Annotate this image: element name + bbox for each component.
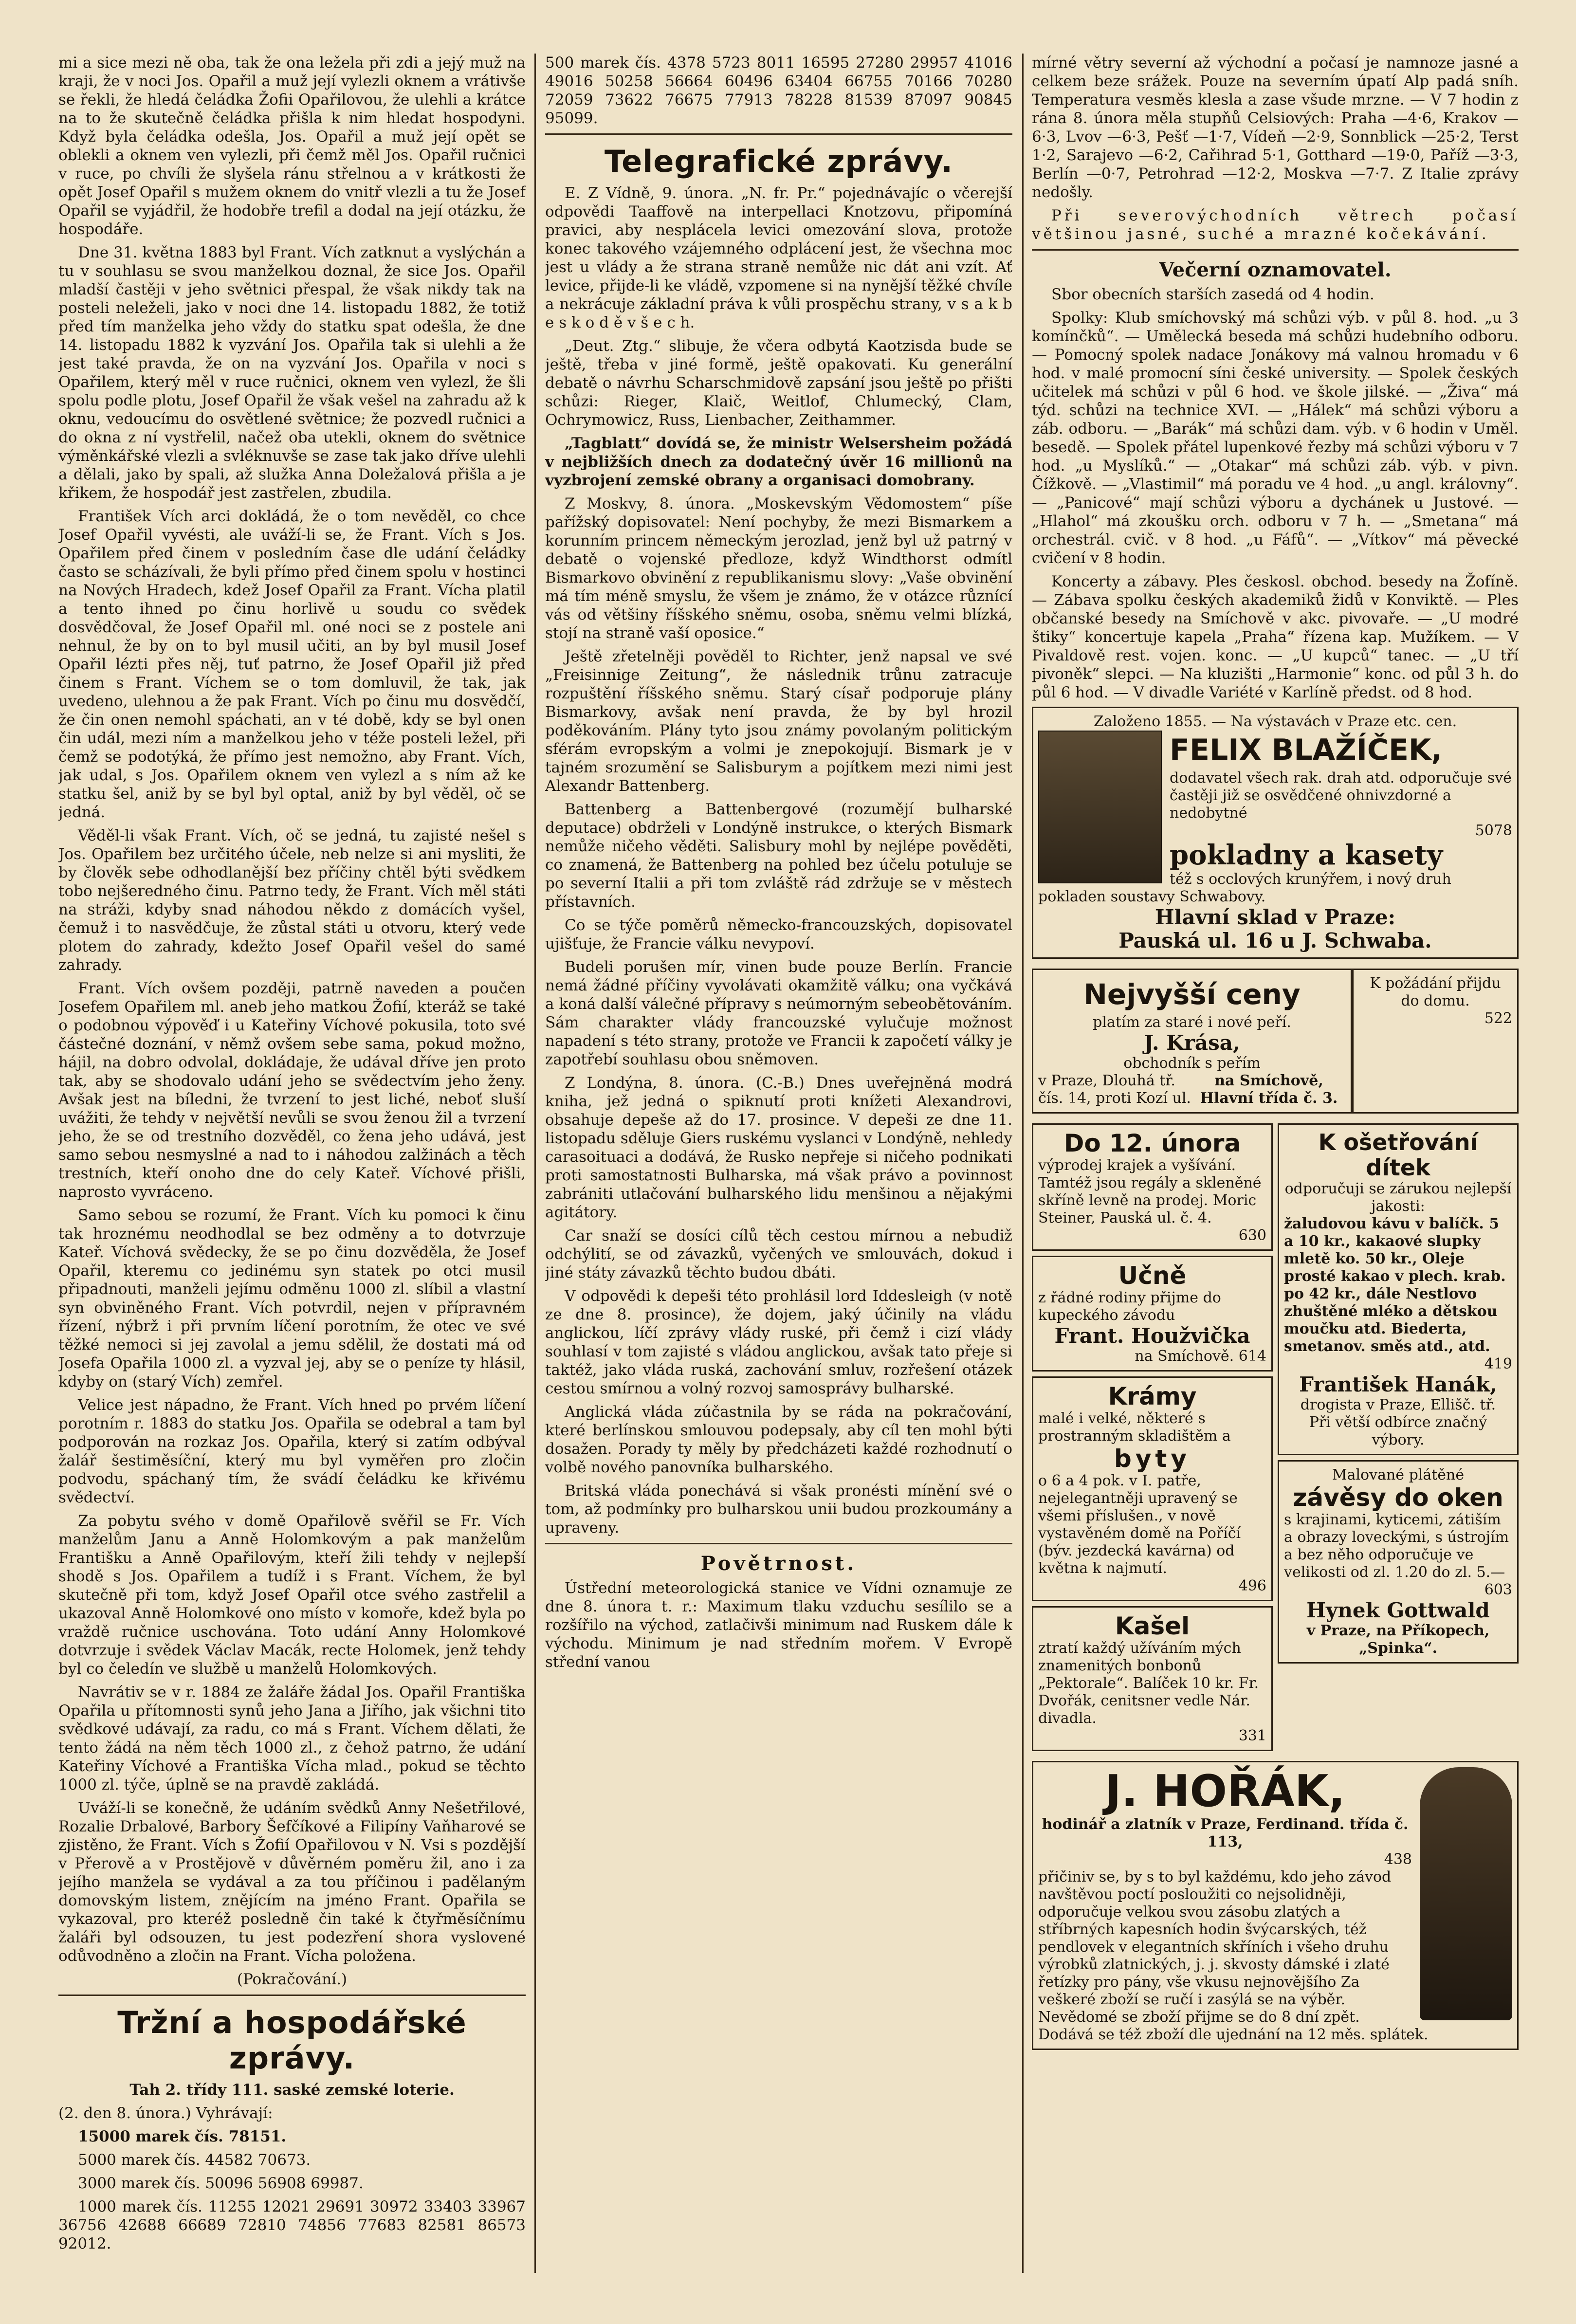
article-paragraph: Co se týče poměrů německo-francouzských, dopisovatel ujišťuje, že Francie válku nevypoví. xyxy=(545,916,1012,952)
ad-title: K ošetřování dítek xyxy=(1318,1129,1478,1181)
ad-ucne xyxy=(1032,1256,1273,1372)
article-paragraph: František Vích arci dokládá, že o tom nevěděl, co chce Josef Opařil vyvésti, ale uváží-li se, že Frant. Vích s Jos. Opařilem před činem v posledním čase dle udání čeládky často se scházívali, že byli přímo před činem spolu v hostinci na Nových Hradech, kdež Josef Opařil za Frant. Vícha platil a tento ihned po činu horlivě u soudu co svědek dosvědčoval, že Josef Opařil ml. oné noci se z postele ani nehnul, že by on to byl musil učiti, an by byl musil Josef Opařil lézti přes něj, tuť patrno, že Josef Opařil již před činem s Frant. Víchem se o tom domluvil, že tak, jak uvedeno, ulehnou a že pak Frant. Vích po činu mu dosvědčí, že čin onen nemohl spáchati, an v té době, kdy se byl onen čin udál, mezi ním a manželkou jeho v téže posteli ležel, při čemž se podotýká, že přímo jest nemožno, aby Frant. Vích, jak udal, s Jos. Opařilem oknem ven vylezl a s ním až ke statku šel, aniž by se byl byl optal, aniž by byl věděl, oč se jedná. xyxy=(58,508,526,821)
ad-footer xyxy=(1038,1348,1266,1365)
safe-image xyxy=(1038,731,1162,883)
ad-line: hodinář a zlatník v Praze, Ferdinand. třída č. 113, xyxy=(1042,1816,1409,1850)
ad-address: v Praze, na Příkopech, „Spinka“. xyxy=(1306,1622,1490,1657)
article-paragraph: „Deut. Ztg.“ slibuje, že včera odbytá Kaotzisda bude se ještě, třeba v jiné formě, ještě opakovati. Ku generální debatě o návrhu Scharschmidově zapsání jsou ještě po přišti schůzi: Rieger, Klaič, Weitlof, Chlumecký, Clam, Ochrymowicz, Russ, Lienbacher, Zeithammer. xyxy=(545,337,1012,429)
column-2 xyxy=(545,54,1012,2273)
lottery-line: (2. den 8. února.) Vyhrávají: xyxy=(58,2104,273,2122)
ad-text: ztratí každý užíváním mých znamenitých bonbonů „Pektorale“. Balíček 10 kr. Fr. Dvořák, cenitsner vedle Nár. divadla. xyxy=(1038,1640,1259,1727)
ad-address-left: v Praze, Dlouhá tř. čís. 14, proti Kozí ul. xyxy=(1038,1072,1191,1107)
ad-big: závěsy do oken xyxy=(1293,1483,1503,1512)
article-paragraph: Budeli porušen mír, vinen bude pouze Berlín. Francie nemá žádné příčiny vyvolávati okamžitě válku; ona vyčkává a koná další válečné přípravy s neúmorným sebeobětováním. Sám charakter vlády francouzské vylučuje možnost napadení s této strany, protože ve Francii k započetí války je zapotřebí souhlasu obou sněmoven. xyxy=(545,958,1012,1068)
ad-text: z řádné rodiny přijme do kupeckého závodu xyxy=(1038,1289,1221,1324)
ad-number: 603 xyxy=(1484,1581,1512,1598)
ad-felix-blazicek xyxy=(1032,707,1519,959)
article-paragraph: Samo sebou se rozumí, že Frant. Vích ku pomoci k činu tak hroznému neodhodlal se bez odměny a to dotvrzuje Kateř. Víchová svědecky, že se po činu dozvěděla, že Josef Opařil, kteremu co jedinému syn statek po otci musil připadnouti, manželi jejímu odměnu 1000 zl. slíbil a vlastní syn obviněného Frant. Vích potvrdil, nejen v přípravném řízení, nýbrž i při prvním líčení porotním, že otec ve své těžké nemoci si jej zavolal a jemu sdělil, že dostati má od Josefa Opařila 1000 zl. a vyzval jej, aby se o peníze ty hlásil, kdyby on (starý Vích) zemřel. xyxy=(58,1207,526,1391)
ad-krasa xyxy=(1032,969,1352,1114)
ad-title: Učně xyxy=(1118,1262,1187,1290)
article-paragraph: Věděl-li však Frant. Vích, oč se jedná, tu zajisté nešel s Jos. Opařilem bez určitého účele, neb nelze si ani mysliti, že by člověk sebe odhodlanější bez příčiny chtěl býti svědkem tobo nejšeredného činu. Patrno tedy, že Frant. Vích měl státi na stráži, kdyby snad náhodou někdo z domácích vyšel, čemuž i to nasvědčuje, že zůstal státi u otvoru, který vede plotem do zahrady, kdežto Josef Opařil vešel do samé zahrady. xyxy=(58,827,526,974)
weather-report: mírné větry severní až východní a počasí je namnoze jasné a celkem beze srážek. Pouze na severním úpatí Alp padá sníh. Temperatura vesměs klesla a zase všude mrzne. — V 7 hodin z rána 8. února měla stupňů Celsiových: Praha —4·6, Krakov —6·3, Lvov —6·3, Pešť —1·7, Vídeň —2·9, Sonnblick —25·2, Terst 1·2, Sarajevo —6·2, Cařihrad 5·1, Gotthard —19·0, Paříž —3·3, Berlín —0·7, Petrohrad —12·2, Moskva —7·7. Z Italie zprávy nedošly. xyxy=(1032,54,1519,201)
ad-name: Hynek Gottwald xyxy=(1306,1598,1490,1622)
divider xyxy=(545,1543,1012,1544)
ad-kramy xyxy=(1032,1376,1273,1601)
divider xyxy=(545,133,1012,135)
ad-address: na Smíchově. xyxy=(1135,1348,1234,1365)
column-rule xyxy=(534,54,536,2273)
column-3 xyxy=(1032,54,1519,2273)
article-paragraph: „Tagblatt“ dovídá se, že ministr Welsersheim požádá v nejbližších dnech za dodatečný úvěr 16 millionů na vyzbrojení zemské obrany a organisaci domobrany. xyxy=(545,435,1012,489)
article-paragraph: V odpovědi k depeši této prohlásil lord Iddesleigh (v notě ze dne 8. prosince), že dojem, jaký účinily na vládu anglickou, líčí zprávy vlády ruské, při čemž i cizí vlády souhlasí v tom zajisté s vládou anglickou, avšak tato přeje si taktéž, jako vláda ruská, zachování smluv, rozřešení otázek cestou smírnou a volný rozvoj samosprávy bulharské. xyxy=(545,1287,1012,1397)
column-1 xyxy=(58,54,526,2273)
ad-number: 419 xyxy=(1484,1355,1512,1372)
ad-number: 614 xyxy=(1238,1348,1266,1365)
ad-text: přičiniv se, by s to byl každému, kdo jeho závod navštěvou poctí posloužiti co nejsolidněji, odporučuje velkou svou zásobu zlatých a stříbrných kapesních hodin švýcarských, též pendlovek v elegantních skříních i všeho druhu výrobků zlatnických, j. j. skvosty dámské i zlaté řetízky pro pány, vše vkusu nejnovějšího Za veškeré zboží se ručí i zasýlá se na výběr. Nevědomé se zboží přijme se do 8 dní zpět. Dodává se též zboží dle ujednání na 12 měs. splátek. xyxy=(1038,1868,1429,2043)
article-paragraph: Za pobytu svého v domě Opařilově svěřil se Fr. Vích manželům Janu a Anně Holomkovým a pak manželům Františku a Anně Opařilovým, kteří žili tehdy v nejlepší shodě s Jos. Opařilem a tudíž i s Frant. Víchem, že byl skutečně při tom, když Josef Opařil otce svého zastřelil a ukazoval Anně Holomkové ono místo v komoře, kdež byla po vraždě ručnice uschována. Toto udání Anny Holomkové dotvrzuje i svědek Václav Macák, recte Holomek, jenž tehdy byl co čeledín ve službě u manželů Holomkových. xyxy=(58,1512,526,1678)
ad-number: 630 xyxy=(1238,1227,1266,1244)
ad-name: František Hanák, xyxy=(1299,1372,1497,1396)
lottery-line: 15000 marek čís. 78151. xyxy=(78,2128,287,2145)
article-paragraph: Frant. Vích ovšem později, patrně naveden a poučen Josefem Opařilem ml. aneb jeho matkou Žofií, kteráž se také o podobnou výpověď i u Kateřiny Víchové pokusila, toto své částečné doznání, v němž ovšem sebe sama, pokud možno, hájil, na dobro odvolal, dokládaje, že udával dříve jen proto tak, aby se shodovalo udání jeho se svědectvím jeho ženy. Avšak jest na bíledni, že tvrzení to jest liché, neboť sluší uvážiti, že tehdy v největší nevůli se svou ženou žil a tvrzení jeho, že se od trestního dozvěděl, co žena jeho udává, jest samo sebou nesmyslné a nad to i náhodou zalžinách a těch trestních, kteří onoho dne do cely Kateř. Víchové přišli, naprosto vyvráceno. xyxy=(58,980,526,1201)
ad-role: obchodník s peřím xyxy=(1123,1055,1261,1072)
ad-gottwald xyxy=(1278,1460,1519,1664)
evening-item: Sbor obecních starších zasedá od 4 hodin. xyxy=(1051,286,1374,303)
ad-text: malé i velké, některé s prostranným skladištěm a xyxy=(1038,1410,1231,1445)
ad-krasa-side xyxy=(1352,969,1519,1114)
lottery-line: 3000 marek čís. 50096 56908 69987. xyxy=(78,2175,364,2192)
ad-number: 438 xyxy=(1384,1851,1412,1868)
ad-title: Do 12. února xyxy=(1063,1129,1241,1157)
ad-name: J. HOŘÁK, xyxy=(1105,1766,1345,1817)
ad-founded: Založeno 1855. — Na výstavách v Praze etc. cen. xyxy=(1093,713,1457,730)
ad-text: též s occlových krunýřem, i nový druh pokladen soustavy Schwabovy. xyxy=(1038,871,1451,905)
evening-item: Koncerty a zábavy. Ples českosl. obchod. besedy na Žofíně. — Zábava spolku českých akademiků židů v Konviktě. — Ples občanské besedy na Smíchově v akc. pivovaře. — „U modré štiky“ koncertuje kapela „Praha“ řízena kap. Mužíkem. — V Pivaldově rest. vojen. konc. — „U kupců“ tanec. — „U tří pivoněk“ slepci. — Na kluzišti „Harmonie“ konc. od půl 3 h. do půl 6 hod. — V divadle Variété v Karlíně předst. od 8 hod. xyxy=(1032,573,1519,701)
column-rule xyxy=(1022,54,1024,2273)
weather-report: Ústřední meteorologická stanice ve Vídni oznamuje ze dne 8. února t. r.: Maximum tlaku vzduchu sesílilo se a rozšířilo na východ, zatlačivši minimum nad Ruskem dále k východu. Minimum je nad středním mořem. V Evropě střední vanou xyxy=(545,1579,1012,1671)
ad-text: o 6 a 4 pok. v I. patře, nejelegantněji upravený se všemi příslušen., v nově vystavěném domě na Poříčí (býv. jezdecká kavárna) od května k najmutí. xyxy=(1038,1472,1241,1577)
article-paragraph: Uváží-li se konečně, že udáním svědků Anny Nešetřilové, Rozalie Drbalové, Barbory Šefčíkové a Filipíny Vaňharové se zjistěno, že Frant. Vích s Žofií Opařilovou v N. Vsi s pozdější v Přerově a v Prostějově v důvěrném poměru žil, ano i za jejího manžela se vydával a za tou příčinou i padělaným domovským listem, znějícím na jméno Frant. Opařila se vykazoval, pro kteréž posledně čin také k čtyřměsíčnímu žaláři byl odsouzen, tu jest podezření shora vyslovené odůvodněno a zločin na Frant. Vícha položena. xyxy=(58,1799,526,1965)
article-paragraph: mi a sice mezi ně oba, tak že ona ležela při zdi a jejý muž na kraji, že v noci Jos. Opařil a muž její vylezli oknem a vrátivše se řekli, že hledá čeládka Žofii Opařilovou, že ulehli a krátce na to že skutečně čeládka přišla k nim hledat hospodyni. Když byla čeládka odešla, Jos. Opařil a muž její opět se oblekli a oknem ven vylezli, při čemž měl Jos. Opařil ručnici v ruce, po chvíli že slyšela ránu střelnou a v krátkosti že opět Josef Opařil s mužem oknem do vnitř vlezli a tu že Josef Opařil se vyjádřil, že hodobře trefil a dodal na její otázku, že hospodáře. xyxy=(58,54,526,238)
ad-text: dodavatel všech rak. drah atd. odporučuje své častěji již se osvědčené ohnivzdorné a nedobytné xyxy=(1170,769,1512,822)
weather-forecast: Při severovýchodních větrech počasí většinou jasné, suché a mrazné kočekávání. xyxy=(1032,207,1519,243)
ad-name: FELIX BLAŽÍČEK, xyxy=(1170,733,1443,767)
lottery-line: 5000 marek čís. 44582 70673. xyxy=(78,2151,311,2169)
ad-text: s krajinami, kyticemi, zátiším a obrazy loveckými, s ústrojím a bez něho odporučuje ve velikosti od zl. 1.20 do zl. 5.— xyxy=(1284,1511,1509,1581)
ad-items: žaludovou kávu v balíčk. 5 a 10 kr., kakaové slupky mletě ko. 50 kr., Oleje prosté kakao v plech. krab. po 42 kr., dále Nestlovo zhuštěné mléko a dětskou moučku atd. Biederta, smetanov. směs atd., atd. xyxy=(1284,1215,1506,1355)
ad-name: Frant. Houžvička xyxy=(1054,1324,1250,1348)
ad-text: výprodej krajek a vyšívání. Tamtéž jsou regály a skleněné skříně levně na prodej. Moric Steiner, Pauská ul. č. 4. xyxy=(1038,1157,1262,1226)
divider xyxy=(58,1995,526,1996)
ad-number: 496 xyxy=(1238,1577,1266,1594)
ad-store: Hlavní sklad v Praze: xyxy=(1155,905,1396,929)
article-paragraph: Car snaží se dosíci cílů těch cestou mírnou a nebudiž odchýlití, se od závazků, vyčených ve smlouvách, dokud i jiné státy závazků těchto budou dbáti. xyxy=(545,1227,1012,1281)
ad-text: K požádání přijdu do domu. xyxy=(1370,975,1501,1009)
section-heading-telegraph: Telegrafické zprávy. xyxy=(605,144,953,179)
ad-number: 331 xyxy=(1238,1727,1266,1744)
lottery-title: Tah 2. třídy 111. saské zemské loterie. xyxy=(129,2081,455,2099)
section-heading-evening: Večerní oznamovatel. xyxy=(1159,258,1392,281)
article-paragraph: Navrátiv se v r. 1884 ze žaláře žádal Jos. Opařil Františka Opařila u přítomnosti synů jeho Jana a Jiřího, jak všichni tito svědkové udávají, za radu, co má s Frant. Víchem dělati, že tento žádá na něm těch 1000 zl., z čehož patrno, že udání Kateřiny Víchové a Františka Vícha mlad., pokud se těchto 1000 zl. týče, úplně se na pravdě zakládá. xyxy=(58,1684,526,1793)
ad-address-right: na Smíchově, Hlavní třída č. 3. xyxy=(1200,1072,1338,1107)
ad-number: 522 xyxy=(1484,1010,1512,1027)
ad-title: Nejvyšší ceny xyxy=(1083,978,1301,1011)
lottery-line: 500 marek čís. 4378 5723 8011 16595 27280 29957 41016 49016 50258 56664 60496 63404 66755 70166 70280 72059 73622 76675 77913 78228 81539 87097 90845 95099. xyxy=(545,54,1012,127)
ad-horak xyxy=(1032,1761,1519,2050)
ad-title-2: byty xyxy=(1114,1445,1191,1473)
article-paragraph: E. Z Vídně, 9. února. „N. fr. Pr.“ pojednávajíc o včerejší odpovědi Taaffově na interpellaci Knotzovu, připomíná pravici, aby nesplácela levici omezování slova, protože konec takového vzájemného odplácení jest, že všechna moc jest u vlády a že strana straně nemůže nic dát ani vzít. Ať levice, přijde-li ke vládě, vzpomene si na nynější těžké chvíle a nekrácuje základní práva k vůli prospěchu strany, v s a k b e s k o d ě v š e c h. xyxy=(545,184,1012,331)
continuation-note: (Pokračování.) xyxy=(237,1971,348,1988)
ad-address: Pauská ul. 16 u J. Schwaba. xyxy=(1118,929,1432,952)
ad-name: J. Krása, xyxy=(1144,1031,1240,1055)
ad-title: Kašel xyxy=(1115,1612,1190,1640)
ad-title: Krámy xyxy=(1108,1382,1197,1410)
article-paragraph: Dne 31. května 1883 byl Frant. Vích zatknut a vyslýchán a tu v souhlasu se svou manželkou doznal, že sice Jos. Opařil mladší častěji v jeho světnici přespal, že však nikdy tak na posteli neleželi, jako v noci dne 14. listopadu 1882, že totiž před tím manželka jeho vždy do statku spat odešla, že dne 14. listopadu 1882 k vyzvání Jos. Opařila tak si ulehli a že jest také pravda, že on na vyzvání Jos. Opařila v noci s Opařilem, který měl v ruce ručnici, oknem ven vylezl, že šli spolu podle plotu, Josef Opařil že však vešel na zahradu až k oknu, vedoucímu do osvětlené světnice; že pozvedl ručnici a do okna z ní vystřelil, načež oba utekli, oknem do světnice výměnkářské vlezli a svléknuvše se zase tak jako dříve ulehli a dělali, jako by spali, až služka Anna Doležalová přišla a je křikem, že hospodář jest zastřelen, zbudila. xyxy=(58,244,526,502)
clock-image xyxy=(1420,1767,1512,2020)
divider xyxy=(1032,249,1519,251)
ad-text: odporučuji se zárukou nejlepší jakosti: xyxy=(1284,1180,1512,1215)
article-paragraph: Z Londýna, 8. února. (C.-B.) Dnes uveřejněná modrá kniha, jež jedná o spiknutí proti knížeti Alexandrovi, obsahuje depeše až do 17. prosince. V depeši ze dne 11. listopadu sděluje Giers ruskému vyslanci v Londýně, nehledy carasoituaci a dodává, že Rusko nepřeje si ničeho podnikati proti samostatnosti Bulharska, má však právo a povinnost zabrániti utlačování bulharského lidu menšinou a nějakými agitátory. xyxy=(545,1074,1012,1221)
newspaper-page xyxy=(58,54,1519,2273)
ad-product: pokladny a kasety xyxy=(1170,839,1443,871)
section-heading-market: Tržní a hospodářské zprávy. xyxy=(117,2005,467,2076)
article-paragraph: Ještě zřetelněji pověděl to Richter, jenž napsal ve své „Freisinnige Zeitung“, že následnik trůnu zatracuje rozpuštění říšského sněmu. Starý císař podporuje plány Bismarkovy, avšak není pravda, že by byl hrozil poděkováním. Plány tyto jsou známy povolaným politickým sférám evropským a volmi je znepokojují. Bismark je v tajném srozumění se Salisburym a pojítkem mezi nimi jest Alexandr Battenberg. xyxy=(545,648,1012,795)
ad-kasel xyxy=(1032,1606,1273,1751)
lottery-line: 1000 marek čís. 11255 12021 29691 30972 33403 33967 36756 42688 66689 72810 74856 77683 82581 86573 92012. xyxy=(58,2198,526,2252)
section-heading-weather: Povětrnost. xyxy=(700,1552,857,1575)
article-paragraph: Z Moskvy, 8. února. „Moskevským Vědomostem“ píše pařížský dopisovatel: Není pochyby, že mezi Bismarkem a korunním princem německým jerozlad, jenž byl už patrný v debatě o vojenské předloze, když Windthorst odmítl Bismarkovo obvinění z republikanismu slovy: „Vaše obvinění má tím méně smyslu, že všem je známo, že v otázce různící vás od většiny říšského sněmu, osoba, sněmu velmi blízká, stojí na straně vaší oposice.“ xyxy=(545,495,1012,642)
article-paragraph: Britská vláda ponechává si však pronésti mínění své o tom, až podmínky pro bulharskou unii budou prozkoumány a upraveny. xyxy=(545,1482,1012,1537)
ad-text: platím za staré i nové peří. xyxy=(1093,1014,1291,1031)
article-paragraph: Velice jest nápadno, že Frant. Vích hned po prvém líčení porotním r. 1883 do statku Jos. Opařila se odebral a tam byl podporován na rozkaz Jos. Opařila, který si zatím odbýval žalář šestiměsíční, který mu byl vyměřen pro zločin podvodu, spáchaný tím, že svádí čeládku ke křivému svědectví. xyxy=(58,1396,526,1506)
ad-note: Při větší odbírce značný výbory. xyxy=(1309,1414,1487,1448)
ad-address: drogista v Praze, Ellišč. tř. xyxy=(1300,1396,1496,1413)
ad-number: 5078 xyxy=(1475,822,1512,839)
evening-item: Spolky: Klub smíchovský má schůzi výb. v půl 8. hod. „u 3 komínčků“. — Umělecká beseda má schůzi hudebního odboru. — Pomocný spolek nadace Jonákovy má valnou hromadu v 6 hod. v malé promocní síni české university. — Spolek českých učitelek má schůzi v půl 6 hod. ve škole jilské. — „Živa“ má týd. schůzi na technice XVI. — „Hálek“ má schůzi výboru a záb. odboru. — „Barák“ má schůzi dam. výb. v 6 hodin v Uměl. besedě. — Spolek přátel lupenkové řezby má schůzi výboru v 7 hod. „u Myslíků.“ — „Otakar“ má schůzi záb. výb. v pivn. Čížkově. — „Vlastimil“ má poradu ve 4 hod. „u angl. královny“. — „Panicové“ mají schůzi výboru a dychánek u Justové. — „Hlahol“ má zkoušku orch. odboru v 7 h. — „Smetana“ má orchestrál. cvič. v 8 hod. „u Fáfů“. — „Vítkov“ má pěvecké cvičení v 8 hodin. xyxy=(1032,309,1519,567)
ad-title: Malované plátěné xyxy=(1332,1466,1465,1483)
article-paragraph: Battenberg a Battenbergové (rozumějí bulharské deputace) obdrželi v Londýně instrukce, o kterých Bismark nemůže ničeho věděti. Salisbury mohl by nejlépe pověděti, co znamená, že Battenberg na pohled bez účelu potuluje se po severní Italii a při tom zvláště rád zdržuje se v městech přístavních. xyxy=(545,801,1012,911)
ad-hanak xyxy=(1278,1123,1519,1455)
article-paragraph: Anglická vláda zúčastnila by se ráda na pokračování, které berlínskou smlouvou podepsaly, aby cíl ten mohl býti dosažen. Porady ty měly by předcházeti každé rozhodnutí o volbě nového panovníka bulharského. xyxy=(545,1403,1012,1476)
ad-unor xyxy=(1032,1123,1273,1251)
